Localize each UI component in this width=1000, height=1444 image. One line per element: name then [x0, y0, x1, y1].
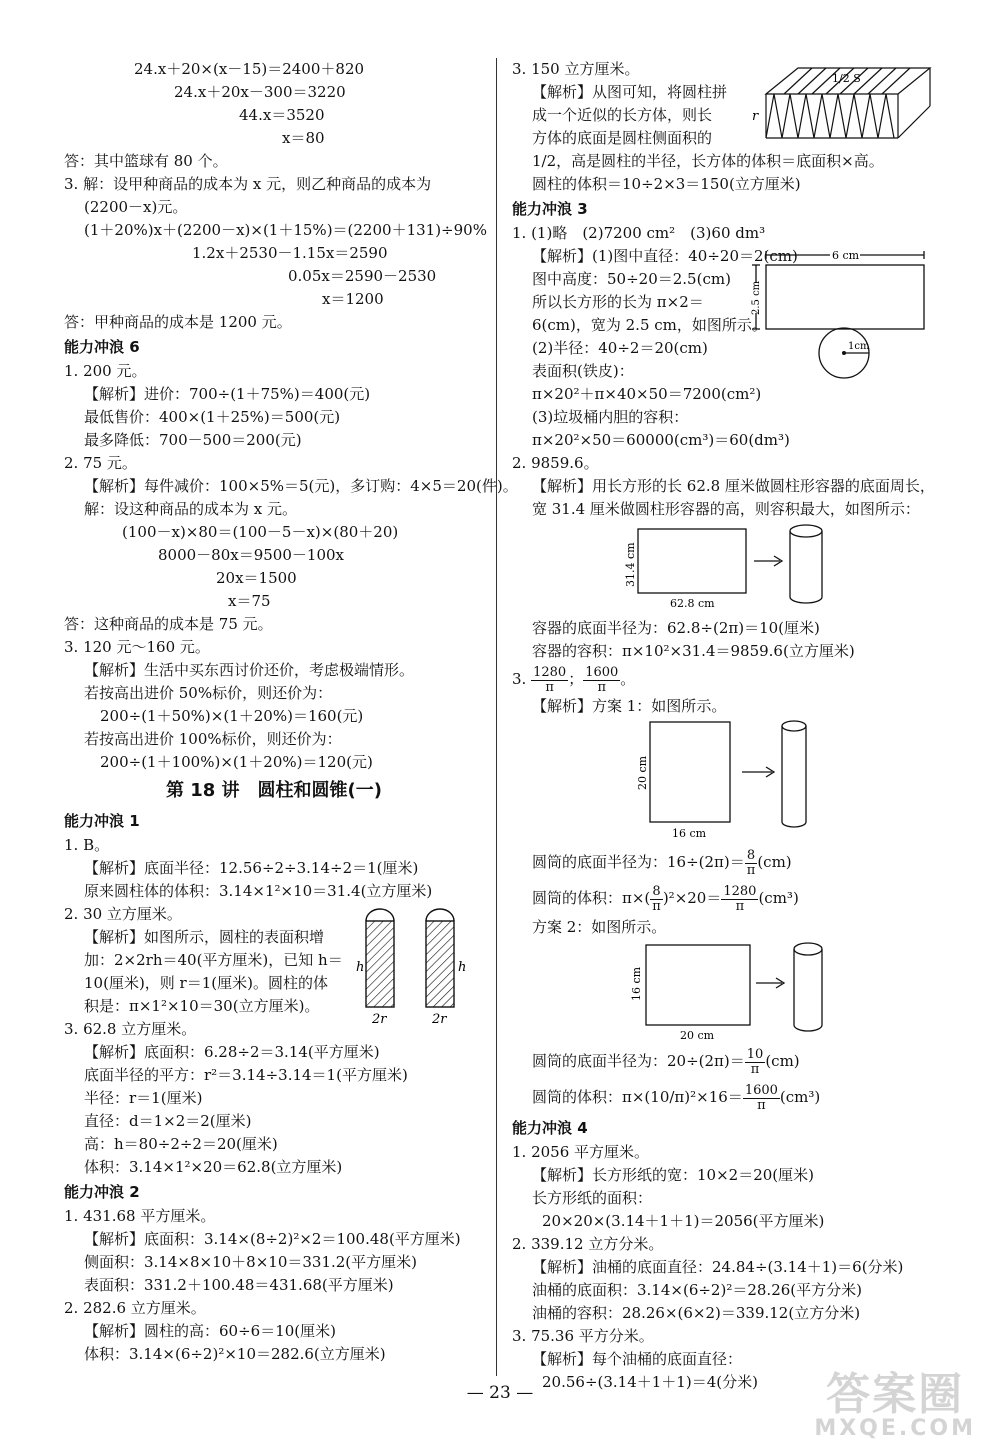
base-label: 2r [432, 1012, 447, 1027]
text-line: 20.56÷(3.14＋1＋1)＝4(分米) [542, 1373, 758, 1391]
text-line: 200÷(1＋50%)×(1＋20%)＝160(元) [100, 707, 364, 725]
rect-circle-figure [744, 245, 944, 385]
text-line: 若按高出进价 100%标价，则还价为： [84, 730, 342, 748]
height-label: h [458, 960, 467, 975]
text-line: 底面半径的平方：r²＝3.14÷3.14＝1(平方厘米) [84, 1066, 408, 1084]
equation-line: 24.x＋20x－300＝3220 [174, 83, 346, 101]
text-line: 1. 431.68 平方厘米。 [64, 1207, 216, 1225]
equation-line: (1＋20%)x＋(2200－x)×(1＋15%)＝(2200＋131)÷90% [84, 221, 487, 239]
width-label: 6 cm [832, 249, 860, 262]
text-line: 积是：π×1²×10＝30(立方厘米)。 [84, 997, 320, 1015]
text-line: 200÷(1＋100%)×(1＋20%)＝120(元) [100, 753, 373, 771]
height-label: 20 cm [636, 755, 649, 790]
cylinder-halves-figure [354, 899, 484, 1027]
section-heading: 能力冲浪 4 [512, 1119, 588, 1137]
text-line: 表面积(铁皮)： [532, 362, 634, 380]
text-line: 3. 62.8 立方厘米。 [64, 1020, 197, 1038]
equation-line: 1.2x＋2530－1.15x＝2590 [192, 244, 388, 262]
text-line: 【解析】用长方形的长 62.8 厘米做圆柱形容器的底面周长， [532, 477, 935, 495]
text-line: 【解析】圆柱的高：60÷6＝10(厘米) [84, 1322, 336, 1340]
text-line: 【解析】每件减价：100×5%＝5(元)，多订购：4×5＝20(件)。 [84, 477, 518, 495]
lesson-title: 第 18 讲 圆柱和圆锥(一) [165, 780, 383, 801]
text-line: 【解析】进价：700÷(1＋75%)＝400(元) [84, 385, 371, 403]
fraction: $\frac{8}{\pi}$ [746, 847, 756, 878]
text-line: 【解析】方案 1：如图所示。 [532, 697, 727, 715]
radius-label: 1cm [848, 341, 870, 352]
answer-line: 答：甲种商品的成本是 1200 元。 [64, 313, 292, 331]
height-label: 2.5 cm [751, 280, 762, 315]
text-line: 直径：d＝1×2＝2(厘米) [84, 1112, 252, 1130]
question-line: 3. 解：设甲种商品的成本为 x 元，则乙种商品的成本为 [64, 175, 432, 193]
text-line: 3. 75.36 平方分米。 [512, 1327, 654, 1345]
text-line: 2. 75 元。 [64, 454, 137, 472]
fraction: $\frac{10}{\pi}$ [746, 1046, 764, 1077]
text-line: 1. B。 [64, 836, 110, 854]
text-line: 【解析】长方形纸的宽：10×2＝20(厘米) [532, 1166, 814, 1184]
left-column [64, 58, 518, 1366]
equation-line: 24.x＋20×(x－15)＝2400＋820 [134, 60, 365, 78]
text-line: 【解析】底面积：3.14×(8÷2)²×2＝100.48(平方厘米) [84, 1230, 461, 1248]
text-line: 最低售价：400×(1＋25%)＝500(元) [84, 408, 341, 426]
text-line: 1. 200 元。 [64, 362, 147, 380]
text-line: 【解析】底面半径：12.56÷2÷3.14÷2＝1(厘米) [84, 859, 419, 877]
top-label: 1/2 S [832, 72, 861, 85]
right-column [512, 58, 952, 1394]
text-line: 最多降低：700－500＝200(元) [84, 431, 302, 449]
text-line: 体积：3.14×1²×20＝62.8(立方厘米) [84, 1158, 343, 1176]
width-label: 62.8 cm [670, 597, 715, 610]
side-label: r [752, 109, 759, 124]
text-line: 油桶的容积：28.26×(6×2)＝339.12(立方分米) [532, 1304, 861, 1322]
text-line: 油桶的底面积：3.14×(6÷2)²＝28.26(平方分米) [532, 1281, 862, 1299]
text-line: 3. 150 立方厘米。 [512, 60, 640, 78]
text-line: 1. 2056 平方厘米。 [512, 1143, 650, 1161]
column-divider [496, 58, 497, 1376]
formula-line: 圆筒的底面半径为：20÷(2π)＝ $\frac{10}{\pi}$ (cm) [532, 1046, 800, 1077]
answer-line: 答：其中篮球有 80 个。 [64, 152, 228, 170]
fraction: $\frac{1600}{\pi}$ [585, 664, 619, 695]
text-line: 【解析】(1)图中直径：40÷20＝2(cm) [532, 247, 798, 265]
text-line: (3)垃圾桶内胆的容积： [532, 408, 689, 426]
text-line: (2)半径：40÷2＝20(cm) [532, 339, 708, 357]
formula-line: 圆筒的体积：π×(10/π)²×16＝ $\frac{1600}{\pi}$ (cm³) [532, 1082, 821, 1113]
text-line: π×20²＋π×40×50＝7200(cm²) [532, 385, 762, 403]
fraction: $\frac{1280}{\pi}$ [533, 664, 567, 695]
text-line: 侧面积：3.14×8×10＋8×10＝331.2(平方厘米) [84, 1253, 418, 1271]
text-line: 所以长方形的长为 π×2＝ [532, 293, 704, 311]
text-line: 高：h＝80÷2÷2＝20(厘米) [84, 1135, 278, 1153]
text-line: 半径：r＝1(厘米) [84, 1089, 203, 1107]
width-label: 16 cm [672, 827, 707, 840]
text-line: 6(cm)，宽为 2.5 cm，如图所示。 [532, 316, 767, 334]
section-heading: 能力冲浪 2 [64, 1183, 140, 1201]
text-line: 2. 9859.6。 [512, 454, 599, 472]
text-line: 【解析】每个油桶的底面直径： [532, 1350, 743, 1368]
question-line: 3. $\frac{1280}{\pi}$ ； $\frac{1600}{\pi}$ 。 [512, 664, 636, 695]
cylinder-cut-block [64, 903, 484, 1027]
text-line: 1/2，高是圆柱的半径，长方体的体积＝底面积×高。 [532, 152, 884, 170]
equation-line: (100－x)×80＝(100－5－x)×(80＋20) [122, 523, 399, 541]
height-label: h [356, 960, 365, 975]
text-line: 方体的底面是圆柱侧面积的 [532, 129, 713, 147]
plan1-figure [622, 718, 862, 844]
base-label: 2r [372, 1012, 387, 1027]
text-line: 1. (1)略 (2)7200 cm² (3)60 dm³ [512, 224, 766, 242]
text-line: 【解析】油桶的底面直径：24.84÷(3.14＋1)＝6(分米) [532, 1258, 904, 1276]
text-line: 宽 31.4 厘米做圆柱形容器的高，则容积最大，如图所示： [532, 500, 920, 518]
text-line: 10(厘米)，则 r＝1(厘米)。圆柱的体 [84, 974, 328, 992]
height-label: 31.4 cm [624, 542, 637, 587]
formula-line: 圆筒的底面半径为：16÷(2π)＝ $\frac{8}{\pi}$ (cm) [532, 847, 792, 878]
equation-line: x＝80 [282, 129, 325, 147]
formula-line: 圆筒的体积：π×( $\frac{8}{\pi}$ )²×20＝ $\frac{1280}{\pi}$ (cm³) [532, 883, 799, 914]
text-line: 2. 282.6 立方厘米。 [64, 1299, 206, 1317]
equation-line: 0.05x＝2590－2530 [288, 267, 437, 285]
section-heading: 能力冲浪 6 [64, 338, 140, 356]
rect-to-cylinder-figure [622, 521, 862, 617]
page-number: — 23 — [466, 1383, 534, 1403]
fraction: $\frac{8}{\pi}$ [652, 883, 661, 914]
text-line: 3. 120 元～160 元。 [64, 638, 210, 656]
equation-line: x＝1200 [322, 290, 384, 308]
plan2-figure [622, 939, 862, 1043]
text-line: 若按高出进价 50%标价，则还价为： [84, 684, 333, 702]
fraction: $\frac{1600}{\pi}$ [744, 1082, 778, 1113]
text-line: 20×20×(3.14＋1＋1)＝2056(平方厘米) [542, 1212, 825, 1230]
text-line: 图中高度：50÷20＝2.5(cm) [532, 270, 731, 288]
equation-line: 8000－80x＝9500－100x [158, 546, 344, 564]
prism-block [512, 58, 952, 196]
watermark-main: 答案圈 [826, 1369, 965, 1420]
question-line: (2200－x)元。 [84, 198, 188, 216]
text-line: 【解析】如图所示，圆柱的表面积增 [84, 928, 325, 946]
text-line: 2. 339.12 立方分米。 [512, 1235, 664, 1253]
fraction: $\frac{1280}{\pi}$ [723, 883, 757, 914]
watermark [814, 1369, 976, 1441]
text-line: 成一个近似的长方体，则长 [532, 106, 713, 124]
text-line: 加：2×2rh＝40(平方厘米)，已知 h＝ [84, 951, 343, 969]
equation-line: 20x＝1500 [216, 569, 297, 587]
text-line: 【解析】底面积：6.28÷2＝3.14(平方厘米) [84, 1043, 380, 1061]
text-line: 解：设这种商品的成本为 x 元。 [84, 500, 297, 518]
width-label: 20 cm [680, 1029, 715, 1042]
equation-line: 44.x＝3520 [239, 106, 325, 124]
rect-circle-block [512, 245, 952, 452]
equation-line: x＝75 [228, 592, 271, 610]
section-heading: 能力冲浪 1 [64, 812, 140, 830]
text-line: 方案 2：如图所示。 [532, 918, 667, 936]
text-line: 表面积：331.2＋100.48＝431.68(平方厘米) [84, 1276, 394, 1294]
answer-line: 答：这种商品的成本是 75 元。 [64, 615, 273, 633]
text-line: 【解析】从图可知，将圆柱拼 [532, 83, 728, 101]
height-label: 16 cm [630, 966, 643, 1001]
text-line: 容器的底面半径为：62.8÷(2π)＝10(厘米) [532, 619, 820, 637]
text-line: π×20²×50＝60000(cm³)＝60(dm³) [532, 431, 790, 449]
text-line: 长方形纸的面积： [532, 1189, 653, 1207]
text-line: 【解析】生活中买东西讨价还价，考虑极端情形。 [84, 661, 415, 679]
watermark-sub: MXQE.COM [814, 1416, 976, 1441]
text-line: 体积：3.14×(6÷2)²×10＝282.6(立方厘米) [84, 1345, 386, 1363]
text-line: 2. 30 立方厘米。 [64, 905, 182, 923]
prism-figure [748, 60, 948, 146]
section-heading: 能力冲浪 3 [512, 200, 588, 218]
text-line: 原来圆柱体的体积：3.14×1²×10＝31.4(立方厘米) [84, 882, 433, 900]
text-line: 圆柱的体积＝10÷2×3＝150(立方厘米) [532, 175, 801, 193]
text-line: 容器的容积：π×10²×31.4＝9859.6(立方厘米) [532, 642, 855, 660]
